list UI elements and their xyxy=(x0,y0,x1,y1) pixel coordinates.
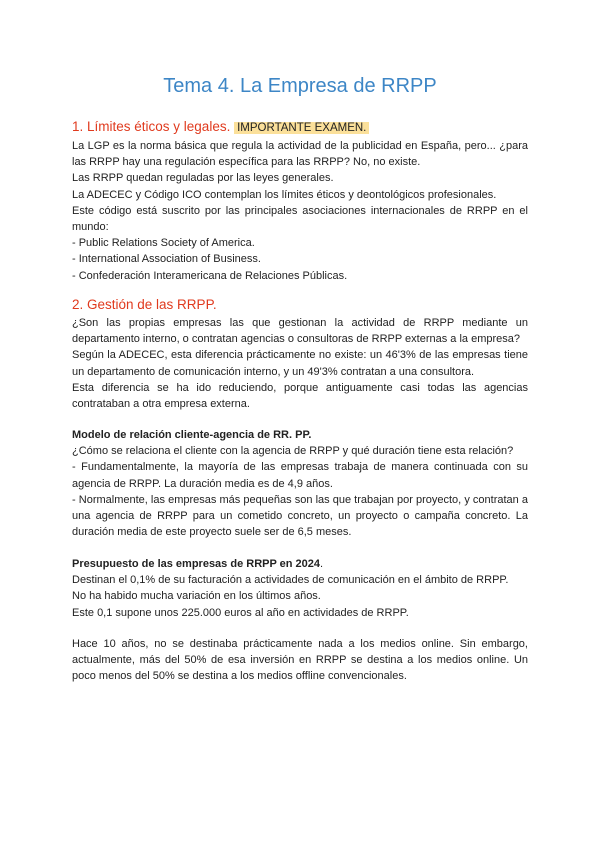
section-heading-limits xyxy=(72,117,528,138)
paragraph: Las RRPP quedan reguladas por las leyes generales. xyxy=(72,172,334,185)
paragraph: Este 0,1 supone unos 225.000 euros al año en actividades de RRPP. xyxy=(72,606,409,619)
paragraph: Destinan el 0,1% de su facturación a actividades de comunicación en el ámbito de RRPP. xyxy=(72,574,509,587)
important-highlight: IMPORTANTE EXAMEN. xyxy=(234,122,369,134)
subsection-budget xyxy=(72,556,528,621)
section-limits xyxy=(72,117,528,284)
paragraph: ¿Son las propias empresas las que gestionan la actividad de RRPP mediante un departamento interno, o contratan agencias o consultoras de RRPP externas a la empresa? xyxy=(72,317,528,346)
list-item: - Public Relations Society of America. xyxy=(72,237,255,250)
paragraph: La ADECEC y Código ICO contemplan los límites éticos y deontológicos profesionales. xyxy=(72,188,497,201)
paragraph: Este código está suscrito por las principales asociaciones internacionales de RRPP en el mundo: xyxy=(72,204,528,234)
subsection-model xyxy=(72,427,528,540)
heading-period: . xyxy=(320,558,324,570)
heading-text: 1. Límites éticos y legales. xyxy=(72,119,231,134)
section-management xyxy=(72,295,528,412)
paragraph: ¿Cómo se relaciona el cliente con la agencia de RRPP y qué duración tiene esta relación? xyxy=(72,445,514,458)
paragraph: Según la ADECEC, esta diferencia prácticamente no existe: un 46'3% de las empresas tiene un departamento de comunicación interno, y un 49'3% contratan a una consultora. xyxy=(72,349,528,378)
list-item: - International Association of Business. xyxy=(72,253,261,266)
page-title: Tema 4. La Empresa de RRPP xyxy=(163,75,437,97)
subsection-heading xyxy=(72,556,528,572)
closing-paragraph-block xyxy=(72,636,528,685)
paragraph: Hace 10 años, no se destinaba prácticamente nada a los medios online. Sin embargo, actualmente, más del 50% de esa inversión en RRPP se destina a los medios online. Un poco menos del 50% se destina a los medios offline convencionales. xyxy=(72,638,528,683)
paragraph: La LGP es la norma básica que regula la actividad de la publicidad en España, pero... ¿para las RRPP hay una regulación específica para las RRPP? No, no existe. xyxy=(72,140,528,169)
paragraph: - Normalmente, las empresas más pequeñas son las que trabajan por proyecto, y contratan a una agencia de RRPP para un cometido concreto, un proyecto o campaña concreto. La duración media de este proyecto suele ser de 6,5 meses. xyxy=(72,493,528,539)
paragraph: - Fundamentalmente, la mayoría de las empresas trabaja de manera continuada con su agencia de RRPP. La duración media es de 4,9 años. xyxy=(72,461,528,490)
subsection-heading: Modelo de relación cliente-agencia de RR. PP. xyxy=(72,429,312,441)
list-item: - Confederación Interamericana de Relaciones Públicas. xyxy=(72,269,348,282)
section-heading-management: 2. Gestión de las RRPP. xyxy=(72,297,217,312)
budget-heading-text: Presupuesto de las empresas de RRPP en 2024 xyxy=(72,558,321,570)
paragraph: Esta diferencia se ha ido reduciendo, porque antiguamente casi todas las agencias contrataban a otra empresa externa. xyxy=(72,381,528,411)
paragraph: No ha habido mucha variación en los últimos años. xyxy=(72,590,321,603)
